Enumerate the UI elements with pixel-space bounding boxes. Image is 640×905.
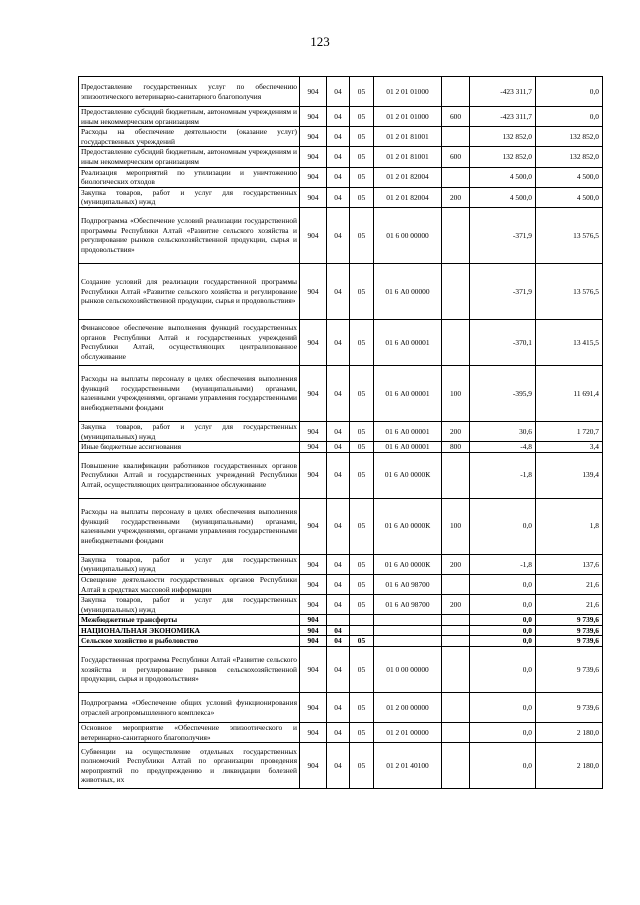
amount-change: 0,0 xyxy=(470,625,536,636)
expense-type-code: 200 xyxy=(442,554,470,574)
subsection-code: 05 xyxy=(350,147,374,167)
table-row xyxy=(79,442,603,453)
amount-change: -4,8 xyxy=(470,442,536,453)
target-article-code: 01 2 01 01000 xyxy=(374,107,442,127)
section-code: 04 xyxy=(327,743,350,789)
row-description: Реализация мероприятий по утилизации и уничтожению биологических отходов xyxy=(79,167,300,187)
amount-change: 0,0 xyxy=(470,743,536,789)
admin-code: 904 xyxy=(300,319,327,365)
amount-total: 13 576,5 xyxy=(536,207,603,263)
amount-total: 9 739,6 xyxy=(536,615,603,626)
expense-type-code: 200 xyxy=(442,187,470,207)
row-description: Сельское хозяйство и рыболовство xyxy=(79,636,300,647)
expense-type-code: 200 xyxy=(442,421,470,441)
target-article-code: 01 6 А0 00001 xyxy=(374,319,442,365)
target-article-code: 01 2 01 01000 xyxy=(374,77,442,107)
subsection-code: 05 xyxy=(350,207,374,263)
subsection-code xyxy=(350,615,374,626)
amount-total: 9 739,6 xyxy=(536,647,603,693)
expense-type-code xyxy=(442,207,470,263)
table-row xyxy=(79,147,603,167)
section-code: 04 xyxy=(327,647,350,693)
amount-change: 0,0 xyxy=(470,693,536,723)
expense-type-code xyxy=(442,625,470,636)
subsection-code: 05 xyxy=(350,636,374,647)
page-number: 123 xyxy=(310,34,330,49)
admin-code: 904 xyxy=(300,647,327,693)
subsection-code: 05 xyxy=(350,77,374,107)
subsection-code: 05 xyxy=(350,421,374,441)
target-article-code xyxy=(374,636,442,647)
target-article-code: 01 6 А0 98700 xyxy=(374,595,442,615)
budget-table xyxy=(78,76,603,789)
admin-code: 904 xyxy=(300,636,327,647)
amount-change: 4 500,0 xyxy=(470,167,536,187)
subsection-code: 05 xyxy=(350,319,374,365)
subsection-code: 05 xyxy=(350,365,374,421)
amount-total: 21,6 xyxy=(536,574,603,594)
table-row xyxy=(79,421,603,441)
amount-total: 132 852,0 xyxy=(536,127,603,147)
expense-type-code: 600 xyxy=(442,147,470,167)
row-description: Иные бюджетные ассигнования xyxy=(79,442,300,453)
amount-change: -370,1 xyxy=(470,319,536,365)
section-code: 04 xyxy=(327,365,350,421)
admin-code: 904 xyxy=(300,554,327,574)
section-code: 04 xyxy=(327,107,350,127)
expense-type-code xyxy=(442,77,470,107)
admin-code: 904 xyxy=(300,452,327,498)
expense-type-code xyxy=(442,319,470,365)
amount-change: 0,0 xyxy=(470,615,536,626)
table-row xyxy=(79,595,603,615)
row-description: Закупка товаров, работ и услуг для государственных (муниципальных) нужд xyxy=(79,187,300,207)
table-row xyxy=(79,723,603,743)
target-article-code: 01 6 А0 0000К xyxy=(374,452,442,498)
amount-total: 9 739,6 xyxy=(536,636,603,647)
expense-type-code xyxy=(442,743,470,789)
subsection-code: 05 xyxy=(350,107,374,127)
row-description: Межбюджетные трансферты xyxy=(79,615,300,626)
expense-type-code xyxy=(442,452,470,498)
amount-change: 132 852,0 xyxy=(470,147,536,167)
section-code: 04 xyxy=(327,452,350,498)
table-row xyxy=(79,574,603,594)
row-description: Расходы на выплаты персоналу в целях обеспечения выполнения функций государственными (муниципальными) органами, казенными учреждениями, органами управления государственными внебюджетными фондами xyxy=(79,498,300,554)
amount-total: 9 739,6 xyxy=(536,693,603,723)
table-row xyxy=(79,319,603,365)
amount-total: 2 180,0 xyxy=(536,723,603,743)
amount-change: 30,6 xyxy=(470,421,536,441)
subsection-code: 05 xyxy=(350,743,374,789)
amount-change: 0,0 xyxy=(470,647,536,693)
section-code: 04 xyxy=(327,636,350,647)
amount-total: 1,8 xyxy=(536,498,603,554)
table-row xyxy=(79,263,603,319)
amount-total: 4 500,0 xyxy=(536,187,603,207)
section-code: 04 xyxy=(327,574,350,594)
row-description: Основное мероприятие «Обеспечение эпизоотического и ветеринарно-санитарного благополучия» xyxy=(79,723,300,743)
section-code: 04 xyxy=(327,187,350,207)
table-row xyxy=(79,693,603,723)
amount-total: 21,6 xyxy=(536,595,603,615)
row-description: Государственная программа Республики Алтай «Развитие сельского хозяйства и регулирование рынков сельскохозяйственной продукции, сырья и продовольствия» xyxy=(79,647,300,693)
row-description: Подпрограмма «Обеспечение общих условий функционирования отраслей агропромышленного комплекса» xyxy=(79,693,300,723)
admin-code: 904 xyxy=(300,207,327,263)
target-article-code: 01 2 01 40100 xyxy=(374,743,442,789)
table-row xyxy=(79,452,603,498)
table-row xyxy=(79,647,603,693)
table-row xyxy=(79,615,603,626)
amount-total: 4 500,0 xyxy=(536,167,603,187)
subsection-code: 05 xyxy=(350,498,374,554)
expense-type-code xyxy=(442,615,470,626)
row-description: Предоставление государственных услуг по обеспечению эпизоотического ветеринарно-санитарного благополучия xyxy=(79,77,300,107)
expense-type-code xyxy=(442,636,470,647)
amount-total: 132 852,0 xyxy=(536,147,603,167)
row-description: Субвенции на осуществление отдельных государственных полномочий Республики Алтай по организации проведения мероприятий по предупреждению и ликвидации болезней животных, их xyxy=(79,743,300,789)
table-body xyxy=(79,77,603,789)
expense-type-code: 200 xyxy=(442,595,470,615)
section-code: 04 xyxy=(327,263,350,319)
table-row xyxy=(79,207,603,263)
amount-total: 0,0 xyxy=(536,107,603,127)
section-code: 04 xyxy=(327,554,350,574)
row-description: Освещение деятельности государственных органов Республики Алтай в средствах массовой информации xyxy=(79,574,300,594)
amount-total: 9 739,6 xyxy=(536,625,603,636)
target-article-code: 01 6 А0 00001 xyxy=(374,365,442,421)
table-row xyxy=(79,187,603,207)
target-article-code: 01 6 А0 0000К xyxy=(374,554,442,574)
row-description: Расходы на выплаты персоналу в целях обеспечения выполнения функций государственными (муниципальными) органами, казенными учреждениями, органами управления государственными внебюджетными фондами xyxy=(79,365,300,421)
row-description: Создание условий для реализации государственной программы Республики Алтай «Развитие сельского хозяйства и регулирование рынков сельскохозяйственной продукции, сырья и продовольствия» xyxy=(79,263,300,319)
subsection-code xyxy=(350,625,374,636)
table-row xyxy=(79,625,603,636)
admin-code: 904 xyxy=(300,625,327,636)
expense-type-code xyxy=(442,127,470,147)
expense-type-code xyxy=(442,647,470,693)
section-code: 04 xyxy=(327,77,350,107)
expense-type-code: 100 xyxy=(442,365,470,421)
row-description: Повышение квалификации работников государственных органов Республики Алтай и государственных учреждений Республики Алтай, осуществляющих централизованное обслуживание xyxy=(79,452,300,498)
table-row xyxy=(79,743,603,789)
admin-code: 904 xyxy=(300,723,327,743)
subsection-code: 05 xyxy=(350,693,374,723)
admin-code: 904 xyxy=(300,421,327,441)
section-code: 04 xyxy=(327,127,350,147)
section-code: 04 xyxy=(327,207,350,263)
subsection-code: 05 xyxy=(350,574,374,594)
subsection-code: 05 xyxy=(350,442,374,453)
admin-code: 904 xyxy=(300,263,327,319)
row-description: Подпрограмма «Обеспечение условий реализации государственной программы Республики Алтай «Развитие сельского хозяйства и регулирование рынков сельскохозяйственной продукции, сырья и продовольствия» xyxy=(79,207,300,263)
row-description: Закупка товаров, работ и услуг для государственных (муниципальных) нужд xyxy=(79,554,300,574)
subsection-code: 05 xyxy=(350,554,374,574)
target-article-code: 01 6 А0 00001 xyxy=(374,421,442,441)
section-code: 04 xyxy=(327,625,350,636)
row-description: Предоставление субсидий бюджетным, автономным учреждениям и иным некоммерческим организациям xyxy=(79,107,300,127)
subsection-code: 05 xyxy=(350,452,374,498)
amount-total: 2 180,0 xyxy=(536,743,603,789)
amount-change: 0,0 xyxy=(470,723,536,743)
subsection-code: 05 xyxy=(350,595,374,615)
amount-change: 0,0 xyxy=(470,574,536,594)
admin-code: 904 xyxy=(300,147,327,167)
target-article-code: 01 6 А0 0000К xyxy=(374,498,442,554)
table-row xyxy=(79,498,603,554)
row-description: Предоставление субсидий бюджетным, автономным учреждениям и иным некоммерческим организациям xyxy=(79,147,300,167)
amount-change: -371,9 xyxy=(470,207,536,263)
amount-change: 0,0 xyxy=(470,498,536,554)
admin-code: 904 xyxy=(300,743,327,789)
section-code: 04 xyxy=(327,147,350,167)
target-article-code xyxy=(374,625,442,636)
table-row xyxy=(79,107,603,127)
admin-code: 904 xyxy=(300,77,327,107)
subsection-code: 05 xyxy=(350,647,374,693)
target-article-code xyxy=(374,615,442,626)
row-description: НАЦИОНАЛЬНАЯ ЭКОНОМИКА xyxy=(79,625,300,636)
amount-total: 139,4 xyxy=(536,452,603,498)
row-description: Закупка товаров, работ и услуг для государственных (муниципальных) нужд xyxy=(79,421,300,441)
section-code: 04 xyxy=(327,442,350,453)
admin-code: 904 xyxy=(300,498,327,554)
table-row xyxy=(79,636,603,647)
admin-code: 904 xyxy=(300,365,327,421)
target-article-code: 01 6 А0 00001 xyxy=(374,442,442,453)
admin-code: 904 xyxy=(300,615,327,626)
amount-total: 1 720,7 xyxy=(536,421,603,441)
target-article-code: 01 0 00 00000 xyxy=(374,647,442,693)
admin-code: 904 xyxy=(300,107,327,127)
amount-change: -1,8 xyxy=(470,452,536,498)
amount-change: -1,8 xyxy=(470,554,536,574)
expense-type-code: 600 xyxy=(442,107,470,127)
expense-type-code xyxy=(442,574,470,594)
admin-code: 904 xyxy=(300,442,327,453)
amount-change: -371,9 xyxy=(470,263,536,319)
amount-change: -423 311,7 xyxy=(470,77,536,107)
target-article-code: 01 2 00 00000 xyxy=(374,693,442,723)
amount-change: 0,0 xyxy=(470,636,536,647)
target-article-code: 01 2 01 82004 xyxy=(374,167,442,187)
subsection-code: 05 xyxy=(350,127,374,147)
amount-total: 13 415,5 xyxy=(536,319,603,365)
admin-code: 904 xyxy=(300,127,327,147)
admin-code: 904 xyxy=(300,595,327,615)
subsection-code: 05 xyxy=(350,263,374,319)
target-article-code: 01 2 01 81001 xyxy=(374,127,442,147)
table-row xyxy=(79,127,603,147)
amount-total: 0,0 xyxy=(536,77,603,107)
admin-code: 904 xyxy=(300,693,327,723)
row-description: Закупка товаров, работ и услуг для государственных (муниципальных) нужд xyxy=(79,595,300,615)
target-article-code: 01 6 А0 98700 xyxy=(374,574,442,594)
amount-total: 13 576,5 xyxy=(536,263,603,319)
amount-total: 137,6 xyxy=(536,554,603,574)
expense-type-code: 800 xyxy=(442,442,470,453)
section-code: 04 xyxy=(327,723,350,743)
expense-type-code xyxy=(442,263,470,319)
table-row xyxy=(79,554,603,574)
amount-change: 0,0 xyxy=(470,595,536,615)
section-code: 04 xyxy=(327,498,350,554)
target-article-code: 01 6 00 00000 xyxy=(374,207,442,263)
section-code: 04 xyxy=(327,167,350,187)
row-description: Финансовое обеспечение выполнения функций государственных органов Республики Алтай и государственных учреждений Республики Алтай, осуществляющих централизованное обслуживание xyxy=(79,319,300,365)
subsection-code: 05 xyxy=(350,187,374,207)
section-code: 04 xyxy=(327,693,350,723)
admin-code: 904 xyxy=(300,574,327,594)
row-description: Расходы на обеспечение деятельности (оказание услуг) государственных учреждений xyxy=(79,127,300,147)
target-article-code: 01 2 01 82004 xyxy=(374,187,442,207)
table-row xyxy=(79,77,603,107)
amount-change: 132 852,0 xyxy=(470,127,536,147)
section-code: 04 xyxy=(327,319,350,365)
table-row xyxy=(79,167,603,187)
target-article-code: 01 2 01 00000 xyxy=(374,723,442,743)
expense-type-code xyxy=(442,167,470,187)
section-code xyxy=(327,615,350,626)
section-code: 04 xyxy=(327,595,350,615)
amount-total: 3,4 xyxy=(536,442,603,453)
expense-type-code xyxy=(442,693,470,723)
amount-total: 11 691,4 xyxy=(536,365,603,421)
subsection-code: 05 xyxy=(350,723,374,743)
amount-change: -423 311,7 xyxy=(470,107,536,127)
target-article-code: 01 6 А0 00000 xyxy=(374,263,442,319)
admin-code: 904 xyxy=(300,167,327,187)
admin-code: 904 xyxy=(300,187,327,207)
expense-type-code: 100 xyxy=(442,498,470,554)
amount-change: -395,9 xyxy=(470,365,536,421)
amount-change: 4 500,0 xyxy=(470,187,536,207)
table-row xyxy=(79,365,603,421)
section-code: 04 xyxy=(327,421,350,441)
subsection-code: 05 xyxy=(350,167,374,187)
expense-type-code xyxy=(442,723,470,743)
target-article-code: 01 2 01 81001 xyxy=(374,147,442,167)
